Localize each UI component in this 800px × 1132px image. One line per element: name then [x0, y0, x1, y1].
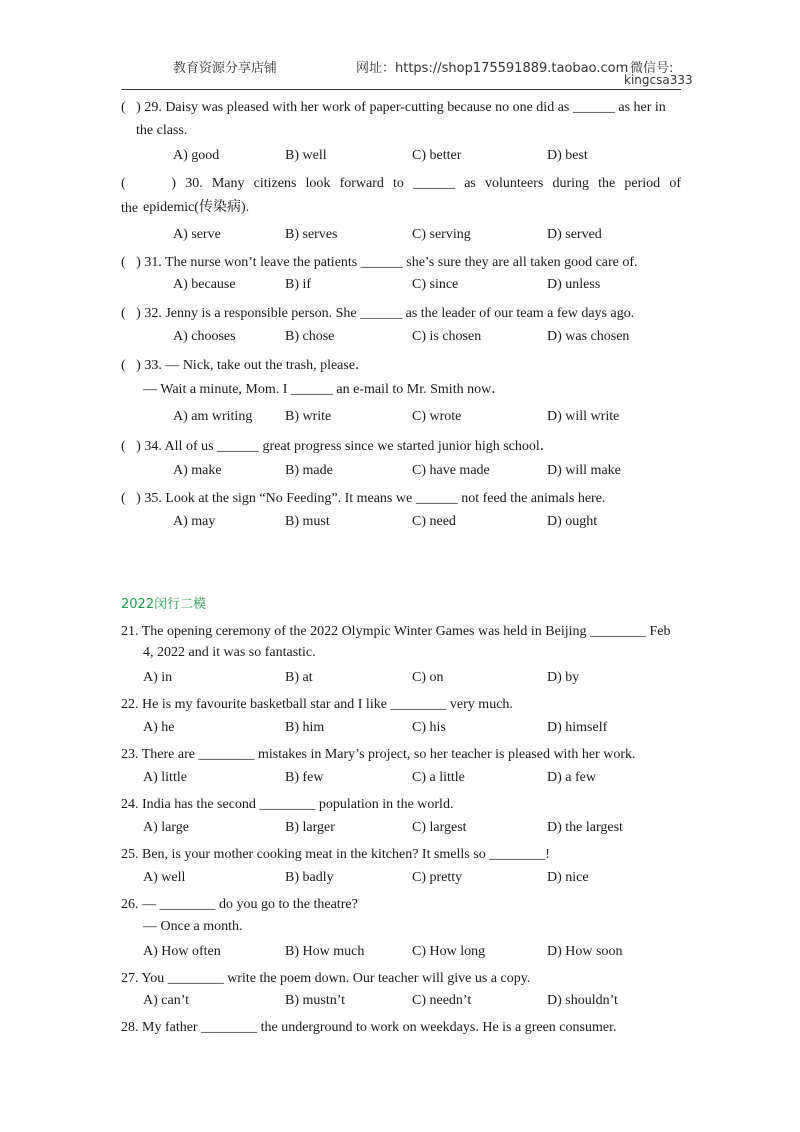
- question-stem-cont: — Once a month.: [143, 919, 243, 934]
- question-stem: ( ) 35. Look at the sign “No Feeding”. It means we ______ not feed the animals here.: [121, 491, 606, 506]
- question-stem: 21. The opening ceremony of the 2022 Olympic Winter Games was held in Beijing ________ Feb: [121, 624, 671, 639]
- options-35: [173, 512, 693, 532]
- option-a[interactable]: A) good: [173, 148, 220, 163]
- option-d[interactable]: D) best: [547, 148, 588, 163]
- question-stem: 24. India has the second ________ population in the world.: [121, 797, 454, 812]
- option-c[interactable]: C) needn’t: [412, 993, 472, 1008]
- option-c[interactable]: C) on: [412, 670, 444, 685]
- question-stem: 28. My father ________ the underground to work on weekdays. He is a green consumer.: [121, 1020, 617, 1035]
- option-a[interactable]: A) well: [143, 870, 186, 885]
- option-c[interactable]: C) a little: [412, 770, 465, 785]
- wechat-id: kingcsa333: [624, 73, 693, 87]
- options-31: [173, 275, 693, 295]
- question-stem: ( ) 34. All of us ______ great progress since we started junior high school．: [121, 439, 554, 454]
- option-a[interactable]: A) little: [143, 770, 187, 785]
- option-c[interactable]: C) have made: [412, 463, 490, 478]
- question-32: [121, 301, 681, 326]
- question-stem: ( ) 31. The nurse won’t leave the patients ______ she’s sure they are all taken good care of.: [121, 255, 638, 270]
- question-stem: 23. There are ________ mistakes in Mary’s project, so her teacher is pleased with her work.: [121, 747, 636, 762]
- option-c[interactable]: C) is chosen: [412, 329, 482, 344]
- question-34: [121, 434, 681, 459]
- option-b[interactable]: B) few: [285, 770, 324, 785]
- shop-name: 教育资源分享店铺: [173, 61, 278, 76]
- question-stem: 25. Ben, is your mother cooking meat in the kitchen? It smells so ________!: [121, 847, 550, 862]
- option-d[interactable]: D) How soon: [547, 944, 623, 959]
- option-b[interactable]: B) write: [285, 409, 332, 424]
- option-b[interactable]: B) made: [285, 463, 333, 478]
- option-c[interactable]: C) How long: [412, 944, 486, 959]
- option-b[interactable]: B) serves: [285, 227, 338, 242]
- page-header: [0, 0, 800, 92]
- option-d[interactable]: D) was chosen: [547, 329, 630, 344]
- question-stem: ( ) 32. Jenny is a responsible person. She ______ as the leader of our team a few days ago.: [121, 306, 635, 321]
- question-stem: ( ) 30. Many citizens look forward to ______ as volunteers during the period of the: [121, 176, 681, 216]
- option-d[interactable]: D) unless: [547, 277, 601, 292]
- option-b[interactable]: B) chose: [285, 329, 335, 344]
- options-34: [173, 461, 693, 481]
- header-divider: [121, 89, 681, 90]
- option-d[interactable]: D) himself: [547, 720, 608, 735]
- options-23: [143, 768, 693, 788]
- option-a[interactable]: A) am writing: [173, 409, 253, 424]
- question-stem-cont: epidemic(传染病).: [143, 200, 250, 215]
- question-33: [121, 353, 681, 378]
- question-stem: ( ) 29. Daisy was pleased with her work of paper-cutting because no one did as ______ as her in: [121, 100, 666, 115]
- question-31: [121, 250, 681, 275]
- option-d[interactable]: D) a few: [547, 770, 596, 785]
- question-stem: 22. He is my favourite basketball star and I like ________ very much.: [121, 697, 513, 712]
- wechat-label: 微信号:: [630, 61, 674, 76]
- option-d[interactable]: D) will make: [547, 463, 621, 478]
- question-stem-cont: the class.: [136, 123, 188, 138]
- option-d[interactable]: D) shouldn’t: [547, 993, 618, 1008]
- option-a[interactable]: A) he: [143, 720, 175, 735]
- shop-url: 网址：https://shop175591889.taobao.com: [356, 61, 629, 76]
- question-25: [121, 842, 681, 867]
- question-28: [121, 1015, 681, 1040]
- options-33: [173, 407, 693, 427]
- option-d[interactable]: D) the largest: [547, 820, 623, 835]
- option-c[interactable]: C) serving: [412, 227, 471, 242]
- option-c[interactable]: C) better: [412, 148, 462, 163]
- option-b[interactable]: B) must: [285, 514, 330, 529]
- option-d[interactable]: D) nice: [547, 870, 589, 885]
- option-b[interactable]: B) if: [285, 277, 312, 292]
- option-a[interactable]: A) may: [173, 514, 216, 529]
- option-a[interactable]: A) How often: [143, 944, 221, 959]
- question-stem: ( ) 33. — Nick, take out the trash, please．: [121, 358, 370, 373]
- option-b[interactable]: B) at: [285, 670, 313, 685]
- options-25: [143, 868, 693, 888]
- options-26: [143, 942, 693, 962]
- question-stem-cont: — Wait a minute, Mom. I ______ an e-mail to Mr. Smith now．: [143, 382, 506, 397]
- option-c[interactable]: C) pretty: [412, 870, 463, 885]
- options-24: [143, 818, 693, 838]
- question-21: [121, 619, 681, 644]
- option-a[interactable]: A) large: [143, 820, 189, 835]
- options-32: [173, 327, 693, 347]
- options-27: [143, 991, 693, 1011]
- option-c[interactable]: C) wrote: [412, 409, 462, 424]
- question-27: [121, 966, 681, 991]
- question-stem-cont: 4, 2022 and it was so fantastic.: [143, 645, 316, 660]
- option-a[interactable]: A) because: [173, 277, 236, 292]
- question-24: [121, 792, 681, 817]
- option-d[interactable]: D) will write: [547, 409, 620, 424]
- option-a[interactable]: A) serve: [173, 227, 221, 242]
- options-22: [143, 718, 693, 738]
- section-title: 2022闵行二模: [121, 597, 207, 612]
- question-35: [121, 486, 681, 511]
- options-30: [173, 225, 693, 245]
- option-d[interactable]: D) by: [547, 670, 580, 685]
- option-b[interactable]: B) well: [285, 148, 327, 163]
- question-26: [121, 892, 681, 917]
- option-a[interactable]: A) can’t: [143, 993, 189, 1008]
- question-stem: 27. You ________ write the poem down. Our teacher will give us a copy.: [121, 971, 531, 986]
- options-29: [173, 146, 693, 166]
- option-b[interactable]: B) badly: [285, 870, 334, 885]
- option-d[interactable]: D) served: [547, 227, 602, 242]
- option-c[interactable]: C) largest: [412, 820, 467, 835]
- option-c[interactable]: C) need: [412, 514, 456, 529]
- option-a[interactable]: A) make: [173, 463, 222, 478]
- option-b[interactable]: B) larger: [285, 820, 335, 835]
- option-c[interactable]: C) his: [412, 720, 446, 735]
- question-29: [121, 95, 681, 120]
- option-a[interactable]: A) in: [143, 670, 173, 685]
- option-d[interactable]: D) ought: [547, 514, 598, 529]
- option-b[interactable]: B) mustn’t: [285, 993, 346, 1008]
- question-23: [121, 742, 681, 767]
- option-c[interactable]: C) since: [412, 277, 459, 292]
- option-a[interactable]: A) chooses: [173, 329, 236, 344]
- options-21: [143, 668, 693, 688]
- option-b[interactable]: B) How much: [285, 944, 365, 959]
- option-b[interactable]: B) him: [285, 720, 325, 735]
- question-22: [121, 692, 681, 717]
- question-stem: 26. — ________ do you go to the theatre?: [121, 897, 358, 912]
